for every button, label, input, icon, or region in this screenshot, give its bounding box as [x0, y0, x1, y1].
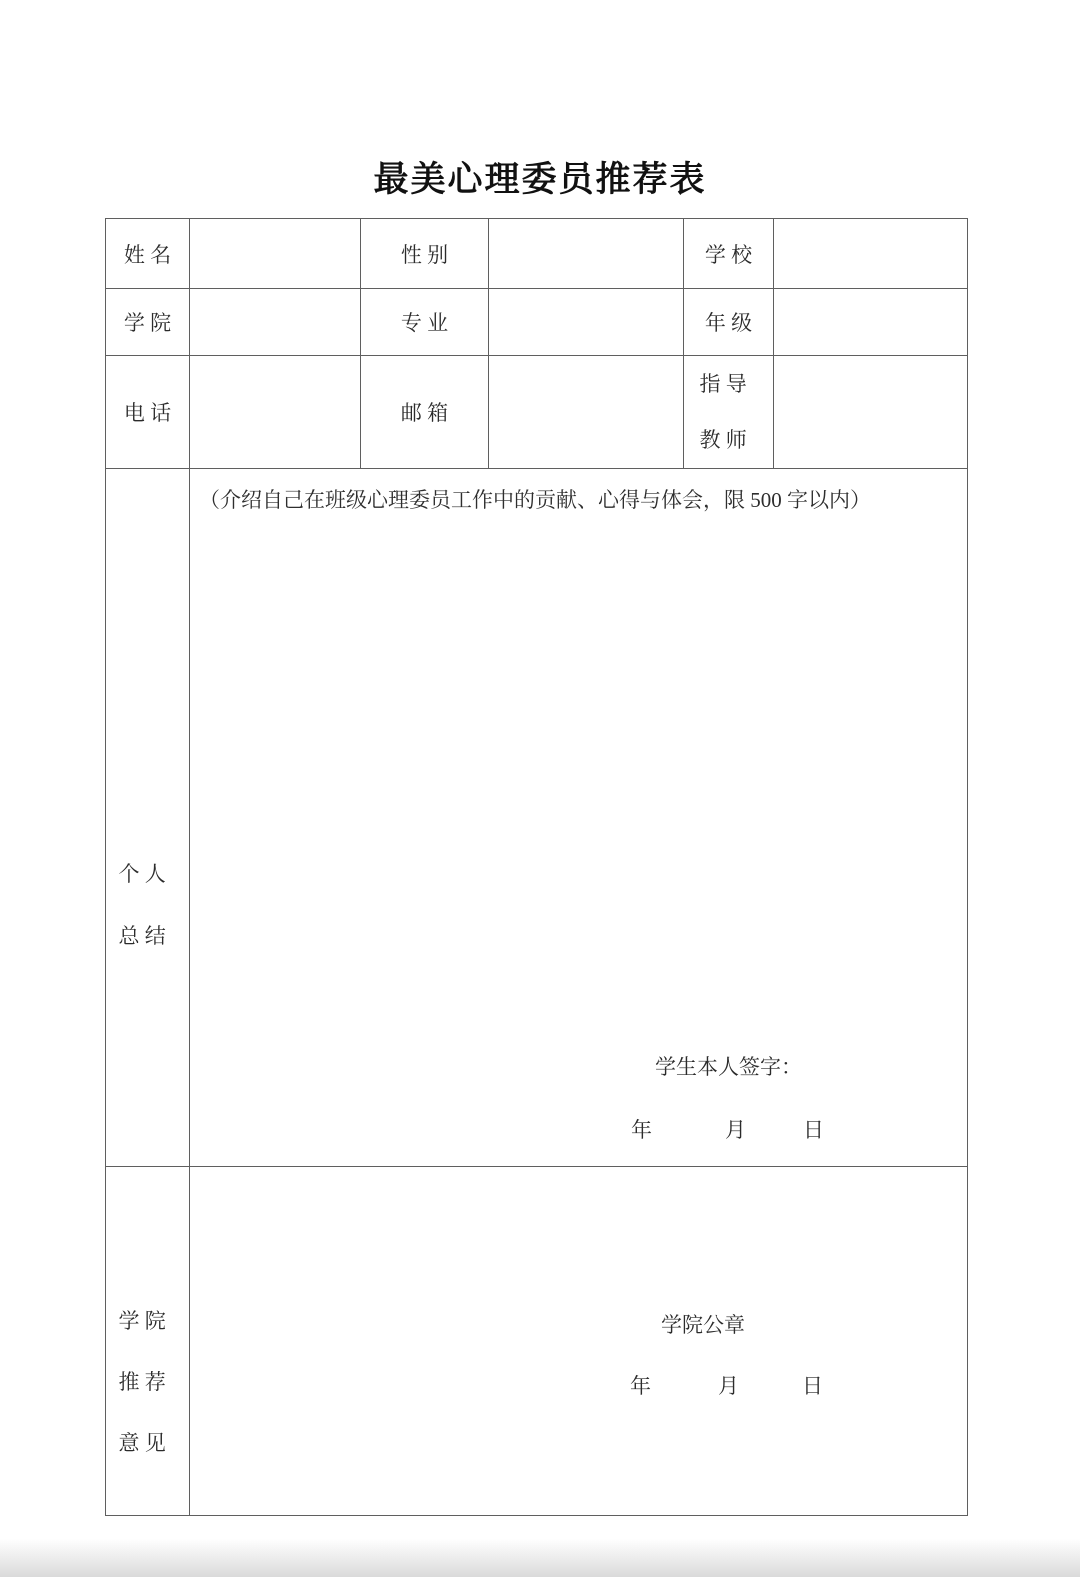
- name-label: 姓名: [123, 242, 177, 267]
- major-value-cell[interactable]: [489, 289, 684, 356]
- grade-label: 年级: [704, 311, 758, 335]
- summary-hint: （介绍自己在班级心理委员工作中的贡献、心得与体会，限 500 字以内）: [199, 488, 871, 512]
- grade-label-cell: [684, 289, 774, 356]
- phone-label-cell: [106, 356, 190, 469]
- phone-value-cell[interactable]: [190, 356, 361, 469]
- table-row: [106, 219, 968, 289]
- recommendation-content-cell[interactable]: [190, 1167, 968, 1516]
- phone-label: 电话: [123, 401, 177, 425]
- page-bottom-edge: [0, 1539, 1080, 1577]
- recommendation-date-day: 日: [802, 1374, 823, 1398]
- major-label: 专业: [400, 311, 454, 335]
- recommendation-label: 学院推荐意见: [118, 1309, 171, 1455]
- recommendation-form-table: [105, 218, 968, 1516]
- table-row: [106, 469, 968, 1167]
- school-label: 学校: [704, 242, 758, 267]
- summary-date-day: 日: [803, 1118, 824, 1142]
- name-value-cell[interactable]: [190, 219, 361, 289]
- summary-date-month: 月: [725, 1118, 746, 1142]
- email-label-cell: [361, 356, 489, 469]
- table-row: [106, 1167, 968, 1516]
- college-seal-label: 学院公章: [661, 1313, 745, 1337]
- gender-label: 性别: [400, 242, 454, 267]
- table-row: [106, 356, 968, 469]
- student-signature-label: 学生本人签字：: [655, 1055, 802, 1079]
- summary-date-year: 年: [631, 1118, 652, 1142]
- recommendation-date-month: 月: [718, 1374, 739, 1398]
- summary-label: 个人总结: [118, 862, 171, 948]
- school-label-cell: [684, 219, 774, 289]
- college-label-cell: [106, 289, 190, 356]
- recommendation-label-cell: [106, 1167, 190, 1516]
- gender-value-cell[interactable]: [489, 219, 684, 289]
- advisor-label: 指导教师: [699, 372, 752, 452]
- major-label-cell: [361, 289, 489, 356]
- page-title: 最美心理委员推荐表: [373, 160, 707, 199]
- email-label: 邮箱: [400, 401, 454, 425]
- recommendation-date-year: 年: [630, 1374, 651, 1398]
- summary-content-cell[interactable]: [190, 469, 968, 1167]
- summary-label-cell: [106, 469, 190, 1167]
- college-label: 学院: [123, 311, 177, 335]
- gender-label-cell: [361, 219, 489, 289]
- email-value-cell[interactable]: [489, 356, 684, 469]
- table-row: [106, 289, 968, 356]
- grade-value-cell[interactable]: [774, 289, 968, 356]
- advisor-label-cell: [684, 356, 774, 469]
- college-value-cell[interactable]: [190, 289, 361, 356]
- school-value-cell[interactable]: [774, 219, 968, 289]
- advisor-value-cell[interactable]: [774, 356, 968, 469]
- name-label-cell: [106, 219, 190, 289]
